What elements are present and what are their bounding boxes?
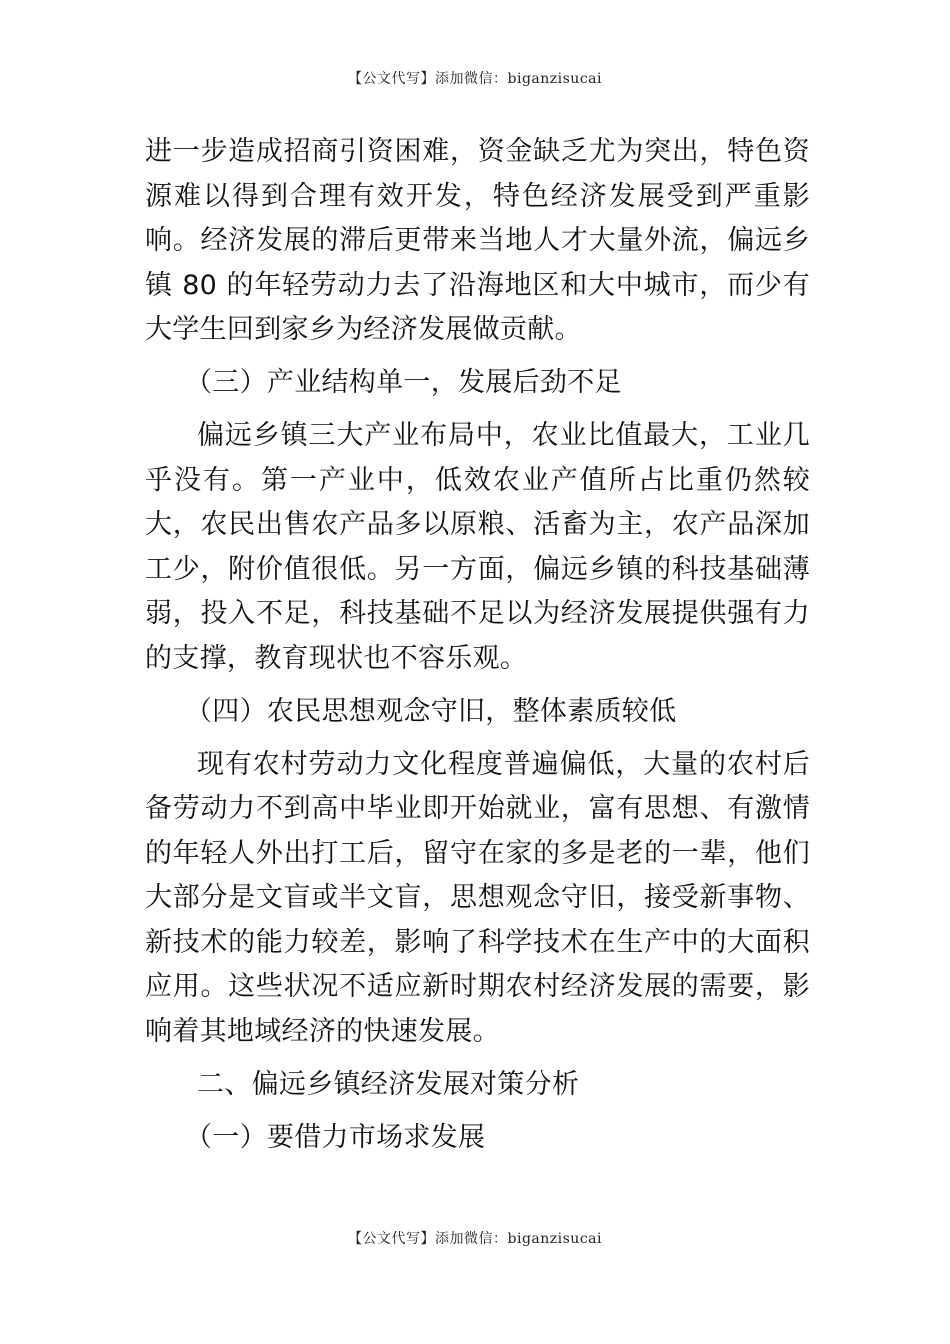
section-heading-1: （一）要借力市场求发展 (185, 1121, 486, 1153)
section-heading-3: （三）产业结构单一，发展后劲不足 (185, 367, 622, 398)
footer-watermark-note: 【公文代写】添加微信：biganzisucai (348, 1231, 602, 1247)
paragraph-industry-structure: 偏远乡镇三大产业布局中，农业比值最大，工业几乎没有。第一产业中，低效农业产值所占比重仍然较大，农民出售农产品多以原粮、活畜为主，农产品深加工少，附价值很低。另一方面，偏远乡镇的科技基础薄弱，投入不足，科技基础不足以为经济发展提供强有力的支撑，教育现状也不容乐观。 (145, 420, 810, 674)
section-heading-4: （四）农民思想观念守旧，整体素质较低 (185, 695, 677, 727)
document-body (145, 130, 810, 1169)
paragraph-continued: 进一步造成招商引资困难，资金缺乏尤为突出，特色资源难以得到合理有效开发，特色经济发展受到严重影响。经济发展的滞后更带来当地人才大量外流，偏远乡镇 80 的年轻劳动力去了沿海地区和大中城市，而少有大学生回到家乡为经济发展做贡献。 (145, 136, 810, 345)
chapter-heading-2: 二、偏远乡镇经济发展对策分析 (197, 1068, 580, 1100)
paragraph-farmer-mindset: 现有农村劳动力文化程度普遍偏低，大量的农村后备劳动力不到高中毕业即开始就业，富有思想、有激情的年轻人外出打工后，留守在家的多是老的一辈，他们大部分是文盲或半文盲，思想观念守旧，接受新事物、新技术的能力较差，影响了科学技术在生产中的大面积应用。这些状况不适应新时期农村经济发展的需要，影响着其地域经济的快速发展。 (145, 748, 810, 1047)
header-watermark-note: 【公文代写】添加微信：biganzisucai (348, 71, 602, 87)
